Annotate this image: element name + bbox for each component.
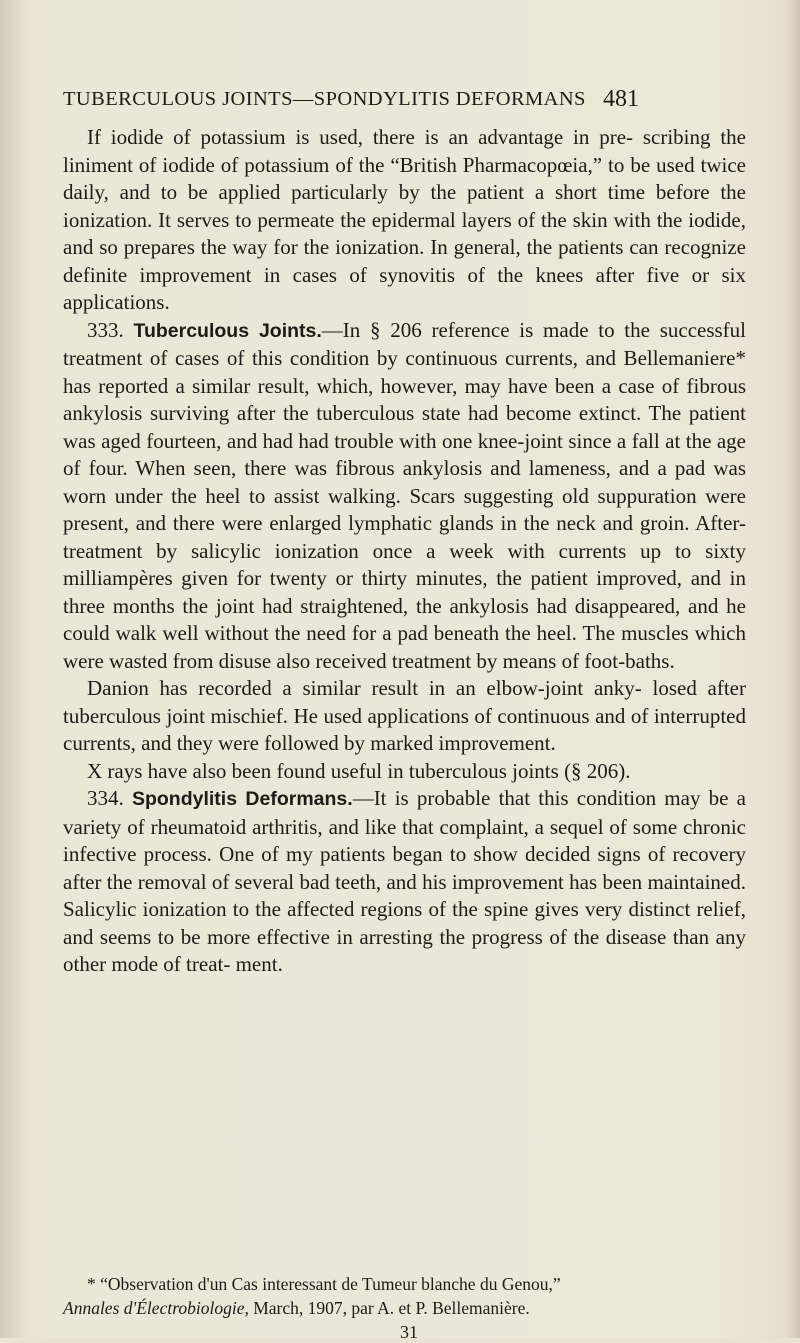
page-edge — [786, 0, 800, 1338]
paragraph-xrays: X rays have also been found useful in tuberculous joints (§ 206). — [87, 758, 631, 783]
section-title: Spondylitis Deformans. — [131, 788, 353, 810]
footnote — [63, 1272, 746, 1320]
paragraph-danion: Danion has recorded a similar result in an elbow-joint anky- losed after tuberculous joint mischief. He used applications of continuous and of interrupted currents, and they were followed by marked improvement. — [63, 676, 746, 755]
section-title: Tuberculous Joints. — [133, 319, 322, 342]
paragraph-iodide: If iodide of potassium is used, there is an advantage in pre- scribing the liniment of iodide of potassium of the “British Pharmacopœia,” to be used twice daily, and to be applied particularly by the patient a short time before the ionization. It serves to permeate the epidermal layers of the skin with the iodide, and so prepares the way for the ionization. In general, the patients can recognize definite improvement in cases of synovitis of the knees after five or six applications. — [63, 125, 746, 314]
footnote-citation — [63, 1296, 746, 1320]
signature-mark: 31 — [400, 1322, 418, 1342]
section-333 — [63, 317, 746, 676]
section-number: 333. — [87, 317, 124, 342]
footnote-journal: Annales d'Électrobiologie, — [63, 1298, 249, 1318]
gutter-shadow — [0, 0, 28, 1338]
section-text: —It is probable that this condition may be a variety of rheumatoid arthritis, and like that complaint, a sequel of some chronic infective process. One of my patients began to show decided signs of recovery after the removal of several bad teeth, and his improvement has been maintained. Salicylic ionization to the affected regions of the spine gives very distinct relief, and seems to be more effective in arresting the progress of the disease than any other mode of treat- ment. — [63, 786, 746, 976]
page-header — [63, 86, 763, 120]
section-334 — [63, 785, 746, 979]
footnote-details: March, 1907, par A. et P. Bellemanière. — [248, 1298, 530, 1318]
section-text: —In § 206 reference is made to the successful treatment of cases of this condition by continuous currents, and Bellemaniere* has reported a similar result, which, however, may have been a case of fibrous ankylosis surviving after the tuberculous state had become extinct. The patient was aged fourteen, and had had trouble with one knee-joint since a fall at the age of four. When seen, there was fibrous ankylosis and lameness, and a pad was worn under the heel to assist walking. Scars suggesting old suppuration were present, and there were enlarged lymphatic glands in the neck and groin. After-treatment by salicylic ionization once a week with currents up to sixty milliampères given for twenty or thirty minutes, the patient improved, and in three months the joint had straightened, the ankylosis had disappeared, and he could walk well without the need for a pad beneath the heel. The muscles which were wasted from disuse also received treatment by means of foot-baths. — [63, 317, 747, 673]
footnote-line: * “Observation d'un Cas interessant de Tumeur blanche du Genou,” — [87, 1274, 561, 1294]
page-number: 481 — [603, 86, 639, 112]
section-number: 334. — [87, 786, 124, 810]
running-head: TUBERCULOUS JOINTS—SPONDYLITIS DEFORMANS — [63, 88, 586, 110]
body-text — [63, 124, 746, 979]
